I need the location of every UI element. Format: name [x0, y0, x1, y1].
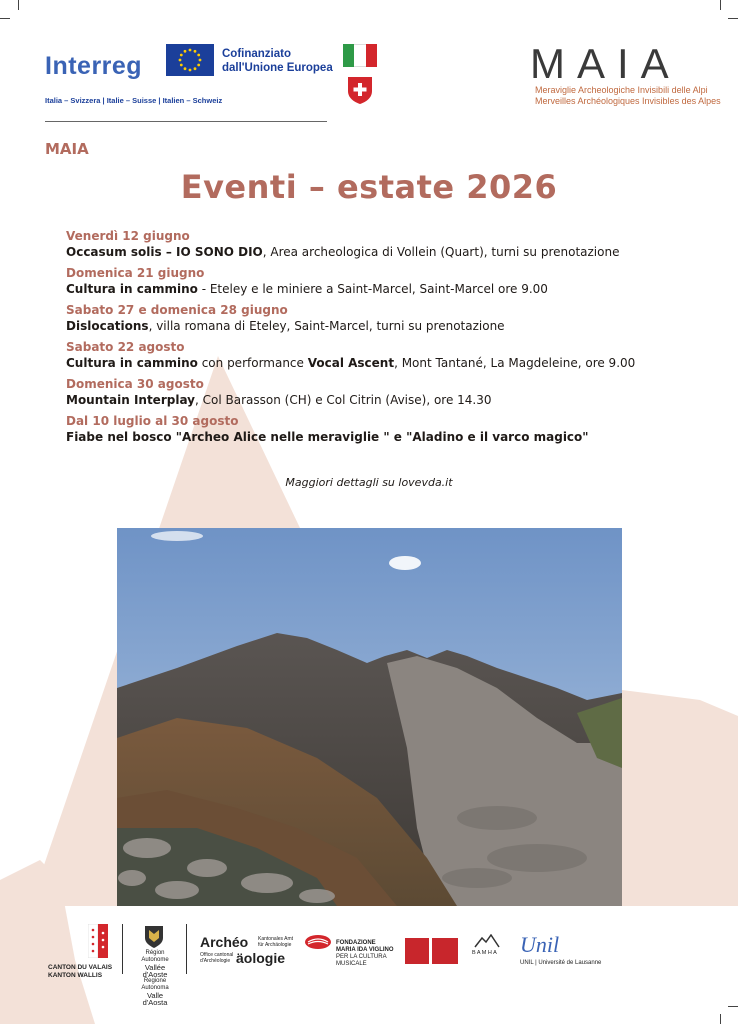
archeo-small4: d'Archéologie	[200, 958, 231, 964]
fondazione-text	[336, 940, 394, 968]
event-details: , Col Barasson (CH) e Col Citrin (Avise), ore 14.30	[195, 393, 492, 407]
cofinanziato-line2: dall'Unione Europea	[222, 62, 333, 74]
vda-line3: Regione Autonoma	[141, 978, 169, 991]
event-date: Sabato 27 e domenica 28 giugno	[66, 303, 288, 317]
event-details: , villa romana di Eteley, Saint-Marcel, turni su prenotazione	[148, 319, 505, 333]
maia-subtitle-it: Meraviglie Archeologiche Invisibili delle Alpi	[535, 85, 708, 95]
italy-flag-icon	[343, 44, 377, 67]
event-description	[66, 355, 706, 371]
event-description	[66, 244, 706, 260]
interreg-logo: Interreg	[45, 52, 143, 80]
event-item	[66, 228, 706, 260]
event-date: Venerdì 12 giugno	[66, 229, 190, 243]
unil-logo: Unil	[520, 932, 560, 957]
event-date: Domenica 30 agosto	[66, 377, 204, 391]
fond-line3: PER LA CULTURA	[336, 954, 387, 960]
event-performance: Vocal Ascent	[307, 356, 395, 370]
event-details: , Mont Tantané, La Magdeleine, ore 9.00	[394, 356, 636, 370]
event-description	[66, 392, 706, 408]
logo-divider	[186, 924, 187, 974]
cofinanziato-text	[222, 47, 333, 75]
event-title: Occasum solis – IO SONO DIO	[66, 245, 263, 259]
vda-line4: Valle d'Aosta	[142, 991, 168, 1007]
red-logo-left	[405, 938, 429, 964]
regions-text: Italia – Svizzera | Italie – Suisse | Italien – Schweiz	[45, 96, 223, 105]
valais-line1: CANTON DU VALAIS	[48, 964, 113, 971]
event-title: Mountain Interplay	[66, 393, 195, 407]
vda-text	[135, 950, 175, 1006]
archeo-word1: Archéo	[200, 934, 249, 950]
archeo-small-bottom	[200, 952, 233, 964]
swiss-shield-icon	[348, 77, 372, 104]
cofinanziato-line1: Cofinanziato	[222, 48, 291, 60]
event-description	[66, 318, 706, 334]
bamha-text: B A M H A	[472, 950, 497, 956]
events-list	[66, 228, 706, 450]
event-connector: con performance	[197, 356, 308, 370]
mountain-photo	[117, 528, 622, 906]
maia-subtitle-fr: Merveilles Archéologiques Invisibles des Alpes	[535, 96, 721, 106]
event-date: Dal 10 luglio al 30 agosto	[66, 414, 239, 428]
event-details: , Area archeologica di Vollein (Quart), turni su prenotazione	[262, 245, 620, 259]
maia-logo: MAIA	[530, 40, 681, 87]
event-item	[66, 376, 706, 408]
event-title: Cultura in cammino	[66, 282, 198, 296]
unil-subtitle: UNIL | Université de Lausanne	[520, 960, 602, 966]
valais-text	[48, 964, 112, 980]
fond-line1: FONDAZIONE	[336, 940, 376, 946]
event-description	[66, 429, 706, 445]
event-item	[66, 413, 706, 445]
archeo-small1: Kantonales Amt	[258, 936, 294, 942]
vda-line1: Région Autonome	[141, 950, 169, 963]
right-wedge	[622, 690, 738, 906]
archeo-word2: äologie	[236, 950, 286, 966]
event-description	[66, 281, 706, 297]
header-divider	[45, 121, 327, 122]
page-title: Eventi – estate 2026	[180, 168, 558, 206]
valais-line2: KANTON WALLIS	[48, 972, 103, 979]
red-logo-right	[432, 938, 458, 964]
fondazione-logo-icon	[304, 934, 332, 950]
bamha-mountain-icon	[474, 934, 500, 948]
partner-logos	[0, 920, 738, 1007]
vda-line2: Vallée d'Aoste	[142, 963, 168, 979]
more-details-text: Maggiori dettagli su lovevda.it	[285, 476, 453, 489]
logo-divider	[122, 924, 123, 974]
vda-crest-icon	[145, 924, 163, 948]
event-title: Cultura in cammino	[66, 356, 198, 370]
event-date: Sabato 22 agosto	[66, 340, 185, 354]
fond-line2: MARIA IDA VIGLINO	[336, 947, 394, 953]
event-item	[66, 339, 706, 371]
archeo-small2: für Archäologie	[258, 942, 292, 948]
event-details: - Eteley e le miniere a Saint-Marcel, Saint-Marcel ore 9.00	[197, 282, 548, 296]
fond-line4: MUSICALE	[336, 961, 367, 967]
event-date: Domenica 21 giugno	[66, 266, 205, 280]
event-title: Dislocations	[66, 319, 149, 333]
event-item	[66, 302, 706, 334]
archeo-small3: Office cantonal	[200, 952, 234, 958]
event-title: Fiabe nel bosco "Archeo Alice nelle meraviglie " e "Aladino e il varco magico"	[66, 430, 589, 444]
archeo-small-top	[258, 936, 293, 948]
valais-flag-icon	[88, 924, 108, 958]
section-label: MAIA	[45, 140, 89, 158]
eu-flag-icon	[166, 44, 214, 76]
event-item	[66, 265, 706, 297]
